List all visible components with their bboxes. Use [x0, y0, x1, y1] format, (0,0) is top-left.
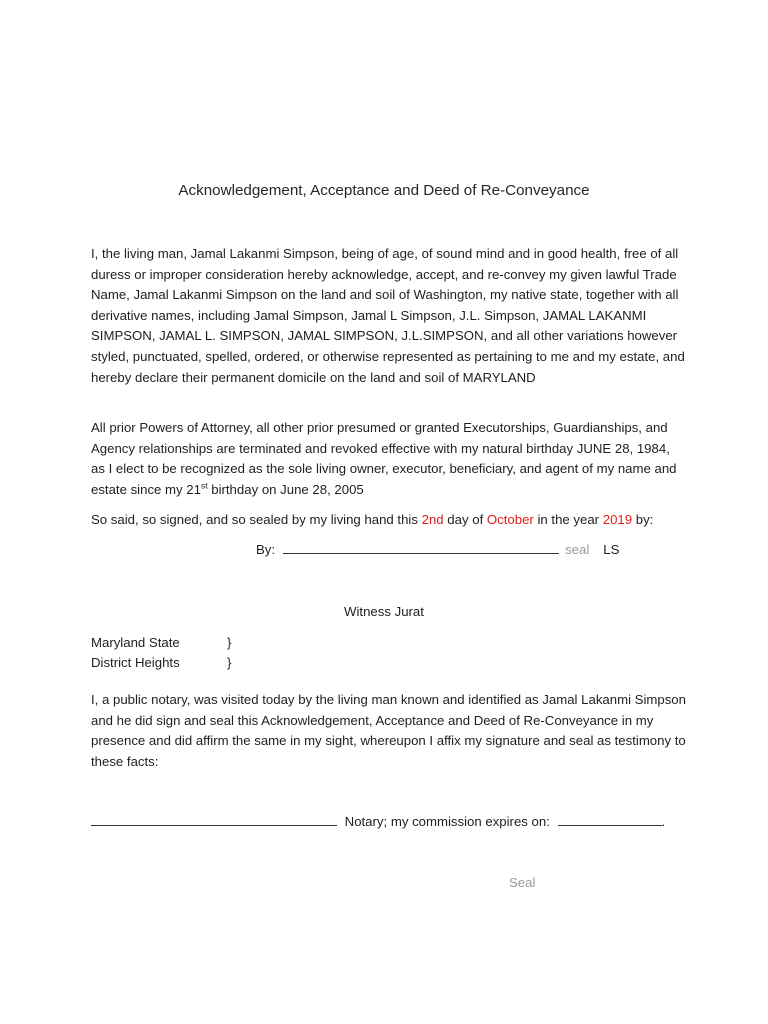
paragraph-revocation: [91, 418, 687, 500]
by-label: By:: [256, 542, 276, 557]
paragraph-revocation-text: All prior Powers of Attorney, all other prior presumed or granted Executorships, Guardianships, and Agency relationships are terminated and revoked effective with my natural birthday JUNE 28, 1984, as I elect to be recognized as the sole living owner, executor, beneficiary, and agent of my name and estate since my 21: [91, 420, 677, 497]
signing-text-4: by:: [632, 512, 654, 527]
ordinal-superscript: st: [200, 480, 208, 491]
signature-blank[interactable]: [283, 541, 559, 554]
venue-state-label: Maryland State: [91, 635, 180, 650]
seal-placeholder: seal: [565, 542, 590, 557]
notary-commission-text: Notary; my commission expires on:: [341, 814, 554, 829]
paragraph-signing-date: [91, 510, 687, 531]
notary-seal-placeholder: Seal: [509, 875, 536, 890]
signing-day: 2nd: [421, 512, 444, 527]
ls-label: LS: [603, 542, 620, 557]
signature-line: [256, 541, 619, 557]
venue-row-district: [91, 653, 291, 673]
paragraph-revocation-end: birthday on June 28, 2005: [207, 481, 364, 497]
signing-text-2: day of: [443, 512, 487, 527]
paragraph-reconveyance: I, the living man, Jamal Lakanmi Simpson, being of age, of sound mind and in good health, free of all duress or improper consideration hereby acknowledge, accept, and re-convey my given lawful Trade Name, Jamal Lakanmi Simpson on the land and soil of Washington, my native state, together with all derivative names, including Jamal Simpson, Jamal L Simpson, J.L. Simpson, JAMAL LAKANMI SIMPSON, JAMAL L. SIMPSON, JAMAL SIMPSON, J.L.SIMPSON, and all other variations however styled, punctuated, spelled, ordered, or otherwise represented as pertaining to me and my estate, and hereby declare their permanent domicile on the land and soil of MARYLAND: [91, 246, 685, 385]
document-title: Acknowledgement, Acceptance and Deed of Re-Conveyance: [178, 182, 590, 199]
notary-signature-line: [91, 813, 665, 829]
commission-expiry-blank[interactable]: [558, 813, 662, 826]
venue-district-label: District Heights: [91, 655, 180, 670]
notary-signature-blank[interactable]: [91, 813, 337, 826]
signing-month: October: [486, 512, 534, 527]
venue-brace: }: [227, 635, 232, 650]
venue-row-state: [91, 633, 291, 653]
venue-brace: }: [227, 655, 232, 670]
witness-jurat-heading: Witness Jurat: [344, 604, 424, 619]
signing-year: 2019: [602, 512, 633, 527]
venue-block: [91, 633, 291, 673]
signing-text-3: in the year: [533, 512, 603, 527]
signing-text-1: So said, so signed, and so sealed by my living hand this: [91, 512, 422, 527]
paragraph-notary-statement: I, a public notary, was visited today by the living man known and identified as Jamal Lakanmi Simpson and he did sign and seal this Acknowledgement, Acceptance and Deed of Re-Conveyance in my presence and did affirm the same in my sight, whereupon I affix my signature and seal as testimony to these facts:: [91, 692, 686, 769]
notary-line-end: .: [661, 814, 666, 829]
